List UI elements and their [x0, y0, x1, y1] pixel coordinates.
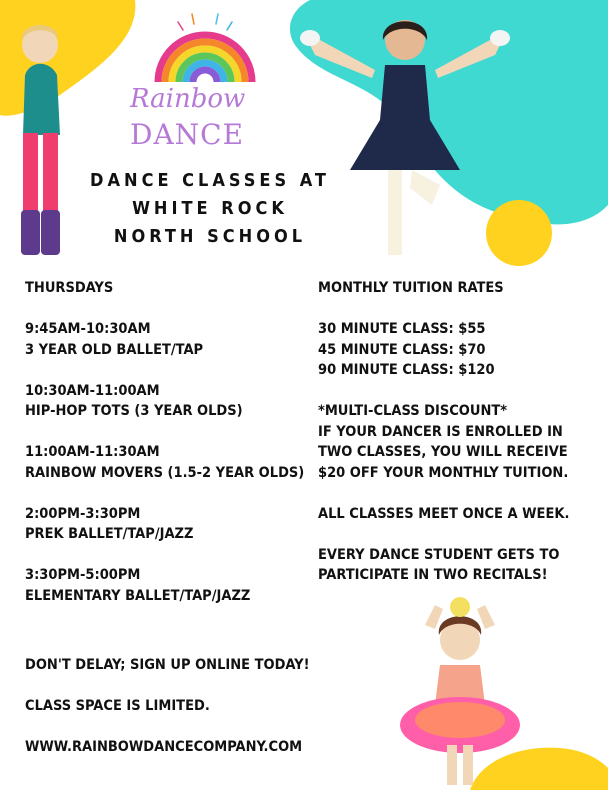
discount-title: *MULTI-CLASS DISCOUNT*: [318, 403, 508, 419]
signup-cta: DON'T DELAY; SIGN UP ONLINE TODAY!: [25, 657, 310, 673]
class-name: HIP-HOP TOTS (3 YEAR OLDS): [25, 403, 243, 419]
class-name: PREK BALLET/TAP/JAZZ: [25, 526, 194, 542]
dancer-girl-left-photo: [5, 15, 80, 260]
website-link[interactable]: WWW.RAINBOWDANCECOMPANY.COM: [25, 739, 303, 755]
dancer-girl-bottom-photo: [395, 595, 535, 790]
recital-line: PARTICIPATE IN TWO RECITALS!: [318, 567, 548, 583]
footer-block: [25, 655, 310, 758]
brand-name-rainbow: Rainbow: [130, 84, 246, 114]
class-space-note: CLASS SPACE IS LIMITED.: [25, 698, 210, 714]
weekly-note: ALL CLASSES MEET ONCE A WEEK.: [318, 505, 570, 522]
class-time: 3:30PM-5:00PM: [25, 567, 141, 583]
class-name: ELEMENTARY BALLET/TAP/JAZZ: [25, 587, 251, 604]
tuition-column: [318, 278, 569, 586]
schedule-column: [25, 278, 304, 606]
class-time: 9:45AM-10:30AM: [25, 321, 151, 337]
tuition-rate: 30 MINUTE CLASS: $55: [318, 321, 486, 337]
class-name: RAINBOW MOVERS (1.5-2 YEAR OLDS): [25, 464, 305, 481]
tuition-rate: 90 MINUTE CLASS: $120: [318, 362, 495, 378]
rainbow-logo-icon: [150, 10, 260, 85]
recital-line: EVERY DANCE STUDENT GETS TO: [318, 546, 560, 563]
class-time: 11:00AM-11:30AM: [25, 444, 160, 460]
tuition-title: MONTHLY TUITION RATES: [318, 280, 504, 296]
class-name: 3 YEAR OLD BALLET/TAP: [25, 341, 204, 358]
class-time: 2:00PM-3:30PM: [25, 505, 141, 522]
header-line-1: DANCE CLASSES AT: [90, 170, 330, 191]
discount-line: $20 OFF YOUR MONTHLY TUITION.: [318, 464, 569, 481]
discount-line: IF YOUR DANCER IS ENROLLED IN: [318, 423, 563, 440]
tuition-rate: 45 MINUTE CLASS: $70: [318, 341, 486, 358]
header-line-3: NORTH SCHOOL: [113, 226, 307, 247]
discount-line: TWO CLASSES, YOU WILL RECEIVE: [318, 444, 568, 460]
header-line-2: WHITE ROCK: [132, 198, 288, 219]
class-time: 10:30AM-11:00AM: [25, 382, 160, 399]
schedule-day: THURSDAYS: [25, 280, 114, 296]
brand-name-dance: DANCE: [130, 118, 245, 151]
